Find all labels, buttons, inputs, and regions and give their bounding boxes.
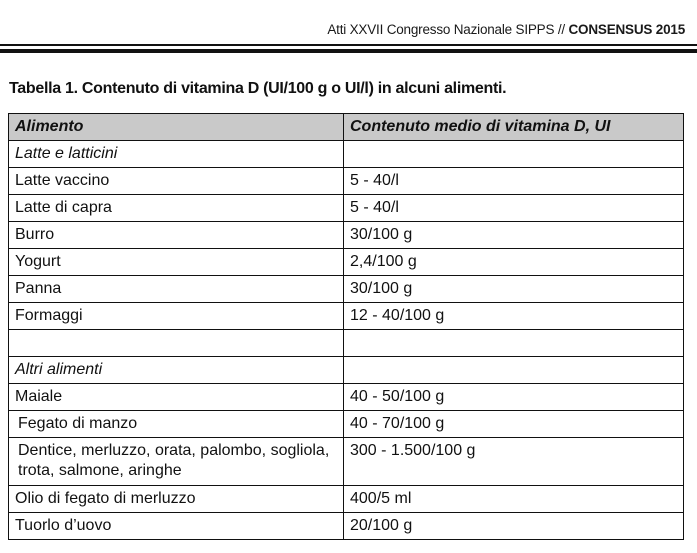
table-row <box>9 438 684 486</box>
value-cell: 12 - 40/100 g <box>344 303 684 330</box>
table-row <box>9 195 684 222</box>
value-cell <box>344 141 684 168</box>
food-cell: Fegato di manzo <box>9 411 344 438</box>
value-cell: 40 - 50/100 g <box>344 384 684 411</box>
table-header-row <box>9 114 684 141</box>
food-cell: Panna <box>9 276 344 303</box>
food-cell: Formaggi <box>9 303 344 330</box>
header-rule-thick <box>0 49 697 53</box>
food-cell: Yogurt <box>9 249 344 276</box>
value-cell <box>344 330 684 357</box>
running-header-bold: CONSENSUS 2015 <box>568 22 685 37</box>
header-rule-thin <box>0 44 697 46</box>
value-cell: 30/100 g <box>344 276 684 303</box>
food-cell: Latte vaccino <box>9 168 344 195</box>
table-row <box>9 249 684 276</box>
value-cell: 40 - 70/100 g <box>344 411 684 438</box>
food-cell: Burro <box>9 222 344 249</box>
table-row <box>9 222 684 249</box>
table-group-row <box>9 141 684 168</box>
group-label: Altri alimenti <box>9 357 344 384</box>
table-row <box>9 411 684 438</box>
value-cell: 5 - 40/l <box>344 195 684 222</box>
running-header-text: Atti XXVII Congresso Nazionale SIPPS // <box>327 22 569 37</box>
table-group-row <box>9 357 684 384</box>
value-cell: 2,4/100 g <box>344 249 684 276</box>
food-cell: Maiale <box>9 384 344 411</box>
table-row <box>9 276 684 303</box>
table-caption: Tabella 1. Contenuto di vitamina D (UI/100 g o UI/l) in alcuni alimenti. <box>9 80 507 97</box>
value-cell: 300 - 1.500/100 g <box>344 438 684 486</box>
value-cell: 400/5 ml <box>344 486 684 513</box>
table-row <box>9 303 684 330</box>
food-cell <box>9 330 344 357</box>
table-row <box>9 168 684 195</box>
food-cell: Olio di fegato di merluzzo <box>9 486 344 513</box>
food-cell: Tuorlo d’uovo <box>9 513 344 540</box>
table-row <box>9 513 684 540</box>
value-cell: 5 - 40/l <box>344 168 684 195</box>
column-header-value: Contenuto medio di vitamina D, UI <box>344 114 684 141</box>
table-row <box>9 384 684 411</box>
table-spacer-row <box>9 330 684 357</box>
value-cell <box>344 357 684 384</box>
food-cell: Dentice, merluzzo, orata, palombo, sogliola, trota, salmone, aringhe <box>9 438 344 486</box>
value-cell: 30/100 g <box>344 222 684 249</box>
group-label: Latte e latticini <box>9 141 344 168</box>
column-header-food: Alimento <box>9 114 344 141</box>
food-cell: Latte di capra <box>9 195 344 222</box>
running-header <box>327 22 685 37</box>
table-row <box>9 486 684 513</box>
table-body <box>9 141 684 540</box>
value-cell: 20/100 g <box>344 513 684 540</box>
vitamin-d-table <box>8 113 684 540</box>
